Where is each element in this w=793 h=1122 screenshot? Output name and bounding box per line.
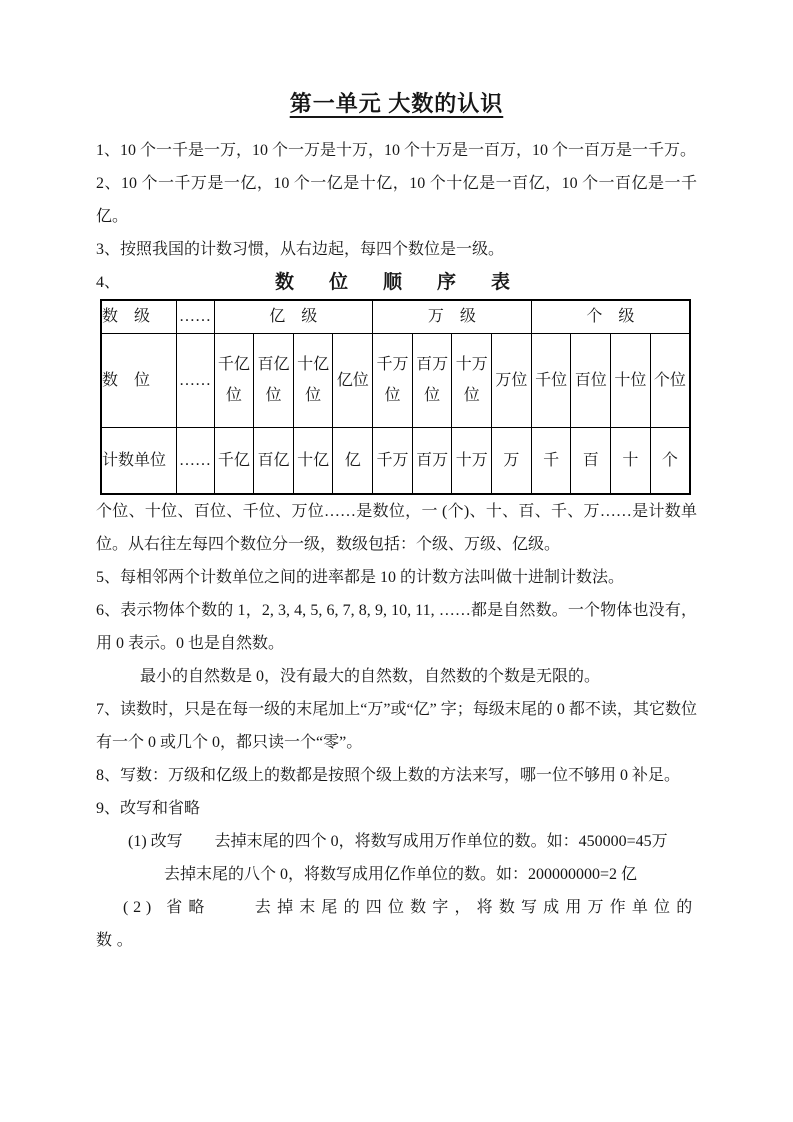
table-cell-digit: 万位 xyxy=(492,333,532,427)
paragraph-rewrite-rule-yi: 去掉末尾的八个 0，将数写成用亿作单位的数。如：200000000=2 亿 xyxy=(164,866,638,883)
table-cell-digit: 个位 xyxy=(650,333,690,427)
table-ellipsis-cell: …… xyxy=(176,333,214,427)
table-row-levels xyxy=(101,300,690,333)
table-cell-digit: 百亿位 xyxy=(254,333,294,427)
table-cell-digit: 千亿位 xyxy=(214,333,254,427)
table-cell-digit: 百万位 xyxy=(412,333,452,427)
table-cell-unit: 千亿 xyxy=(214,427,254,494)
table-cell-digit: 十亿位 xyxy=(293,333,333,427)
table-caption-row xyxy=(96,267,697,299)
table-level-group-yi: 亿 级 xyxy=(214,300,373,333)
paragraph-point-1: 1、10 个一千是一万，10 个一万是十万，10 个十万是一百万，10 个一百万是一千万。 xyxy=(96,142,697,159)
paragraph-point-9: 9、改写和省略 xyxy=(96,800,201,817)
table-cell-unit: 百万 xyxy=(412,427,452,494)
table-cell-unit: 十亿 xyxy=(293,427,333,494)
place-value-table xyxy=(100,299,691,495)
table-cell-digit: 十万位 xyxy=(452,333,492,427)
paragraph-omit-rule: (2) 省略 去掉末尾的四位数字，将数写成用万作单位的数。 xyxy=(96,899,697,949)
table-row-label: 计数单位 xyxy=(101,427,176,494)
document-title: 第一单元 大数的认识 xyxy=(289,91,504,116)
table-cell-digit: 千万位 xyxy=(373,333,413,427)
paragraph-table-note: 个位、十位、百位、千位、万位……是数位，一 (个)、十、百、千、万……是计数单位。从右往左每四个数位分一级，数级包括：个级、万级、亿级。 xyxy=(96,503,697,553)
paragraph-point-2: 2、10 个一千万是一亿，10 个一亿是十亿，10 个十亿是一百亿，10 个一百亿是一千亿。 xyxy=(96,175,697,225)
table-cell-unit: 亿 xyxy=(333,427,373,494)
paragraph-rewrite-rule: (1) 改写 去掉末尾的四个 0，将数写成用万作单位的数。如：450000=45万 xyxy=(128,833,668,850)
paragraph-point-8: 8、写数：万级和亿级上的数都是按照个级上数的方法来写，哪一位不够用 0 补足。 xyxy=(96,767,681,784)
paragraph-point-7: 7、读数时，只是在每一级的末尾加上“万”或“亿” 字；每级末尾的 0 都不读，其它数位有一个 0 或几个 0，都只读一个“零”。 xyxy=(96,701,697,751)
table-cell-unit: 个 xyxy=(650,427,690,494)
table-cell-unit: 百亿 xyxy=(254,427,294,494)
table-cell-digit: 十位 xyxy=(611,333,651,427)
paragraph-point-6: 6、表示物体个数的 1，2, 3, 4, 5, 6, 7, 8, 9, 10, 11, ……都是自然数。一个物体也没有，用 0 表示。0 也是自然数。 xyxy=(96,602,697,652)
paragraph-point-5: 5、每相邻两个计数单位之间的进率都是 10 的计数方法叫做十进制计数法。 xyxy=(96,569,625,586)
table-cell-digit: 百位 xyxy=(571,333,611,427)
table-level-group-ge: 个 级 xyxy=(531,300,690,333)
table-ellipsis-cell: …… xyxy=(176,300,214,333)
table-cell-digit: 亿位 xyxy=(333,333,373,427)
table-caption-number: 4、 xyxy=(96,274,121,291)
paragraph-point-3: 3、按照我国的计数习惯，从右边起，每四个数位是一级。 xyxy=(96,241,505,258)
table-cell-unit: 十万 xyxy=(452,427,492,494)
table-corner-cell: 数 级 xyxy=(101,300,176,333)
paragraph-natural-number-note: 最小的自然数是 0，没有最大的自然数，自然数的个数是无限的。 xyxy=(140,668,601,685)
table-cell-unit: 百 xyxy=(571,427,611,494)
table-cell-unit: 万 xyxy=(492,427,532,494)
table-row-label: 数 位 xyxy=(101,333,176,427)
table-caption-title: 数 位 顺 序 表 xyxy=(274,272,518,293)
table-row-counting-units xyxy=(101,427,690,494)
table-row-digit-places xyxy=(101,333,690,427)
table-cell-unit: 十 xyxy=(611,427,651,494)
table-cell-digit: 千位 xyxy=(531,333,571,427)
table-cell-unit: 千万 xyxy=(373,427,413,494)
table-cell-unit: 千 xyxy=(531,427,571,494)
table-ellipsis-cell: …… xyxy=(176,427,214,494)
table-level-group-wan: 万 级 xyxy=(373,300,532,333)
